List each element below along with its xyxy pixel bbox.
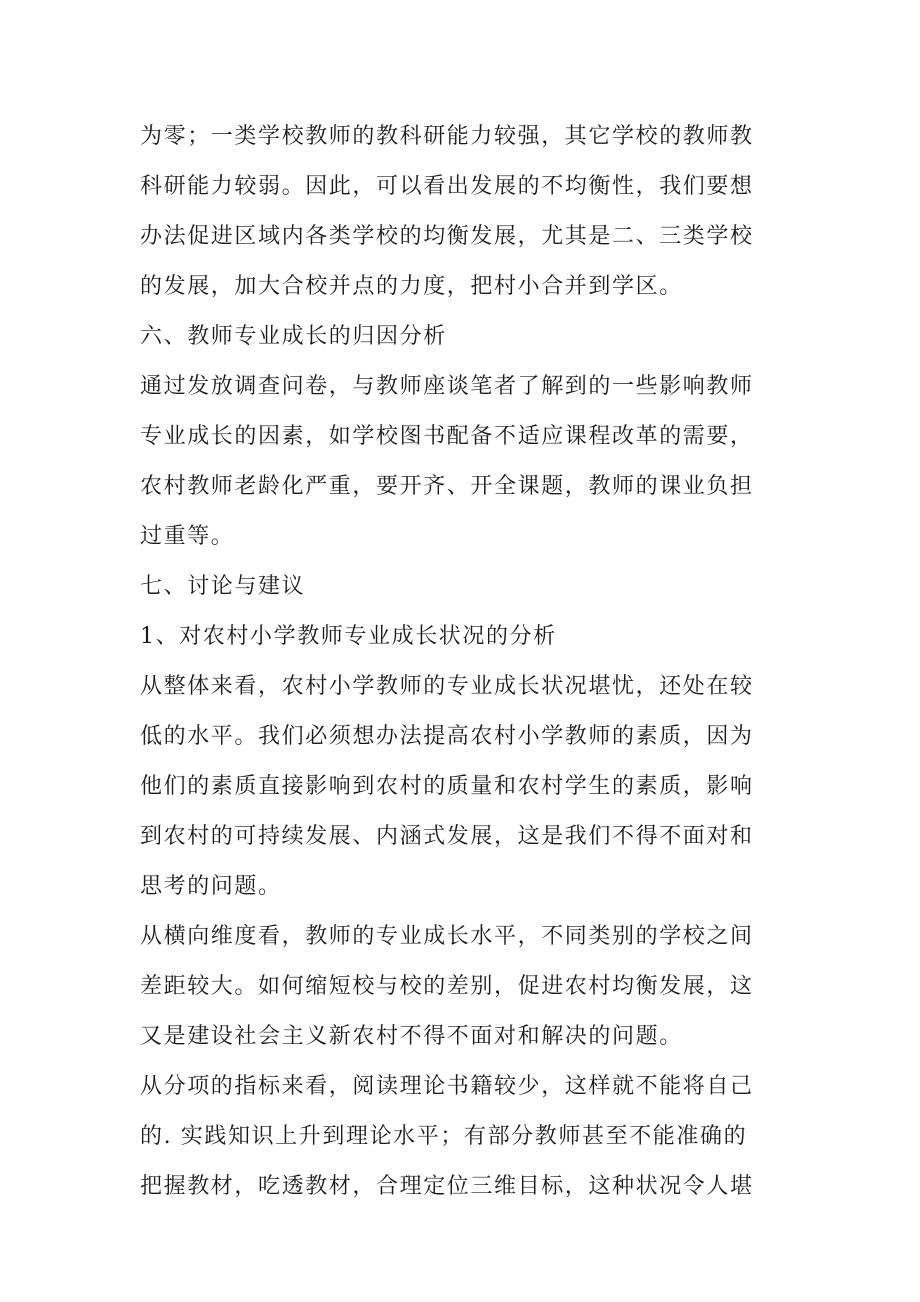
text-line: 从整体来看，农村小学教师的专业成长状况堪忧，还处在较 (140, 674, 754, 699)
section-heading-6: 六、教师专业成长的归因分析 (140, 324, 447, 349)
document-body (140, 112, 790, 1212)
text-line: 办法促进区域内各类学校的均衡发展，尤其是二、三类学校 (140, 224, 754, 249)
text-line: 为零；一类学校教师的教科研能力较强，其它学校的教师教 (140, 124, 754, 149)
text-line: 又是建设社会主义新农村不得不面对和解决的问题。 (140, 1024, 683, 1049)
text-line: 的发展，加大合校并点的力度，把村小合并到学区。 (140, 274, 683, 299)
text-line: 专业成长的因素，如学校图书配备不适应课程改革的需要， (140, 424, 754, 449)
text-line: 科研能力较弱。因此，可以看出发展的不均衡性，我们要想 (140, 174, 754, 199)
text-line: 的. 实践知识上升到理论水平；有部分教师甚至不能准确的 (140, 1124, 748, 1149)
text-line: 从分项的指标来看，阅读理论书籍较少，这样就不能将自己 (140, 1074, 754, 1099)
text-line: 把握教材，吃透教材，合理定位三维目标，这种状况令人堪 (140, 1174, 754, 1199)
text-line: 差距较大。如何缩短校与校的差别，促进农村均衡发展，这 (140, 974, 754, 999)
text-line: 思考的问题。 (140, 874, 282, 899)
text-line: 他们的素质直接影响到农村的质量和农村学生的素质，影响 (140, 774, 754, 799)
text-line: 通过发放调查问卷，与教师座谈笔者了解到的一些影响教师 (140, 374, 754, 399)
section-heading-7: 七、讨论与建议 (140, 574, 306, 599)
text-line: 农村教师老龄化严重，要开齐、开全课题，教师的课业负担 (140, 474, 754, 499)
subsection-heading-1: 1、对农村小学教师专业成长状况的分析 (140, 624, 557, 649)
text-line: 从横向维度看，教师的专业成长水平，不同类别的学校之间 (140, 924, 754, 949)
text-line: 低的水平。我们必须想办法提高农村小学教师的素质，因为 (140, 724, 754, 749)
text-line: 过重等。 (140, 524, 235, 549)
text-line: 到农村的可持续发展、内涵式发展，这是我们不得不面对和 (140, 824, 754, 849)
